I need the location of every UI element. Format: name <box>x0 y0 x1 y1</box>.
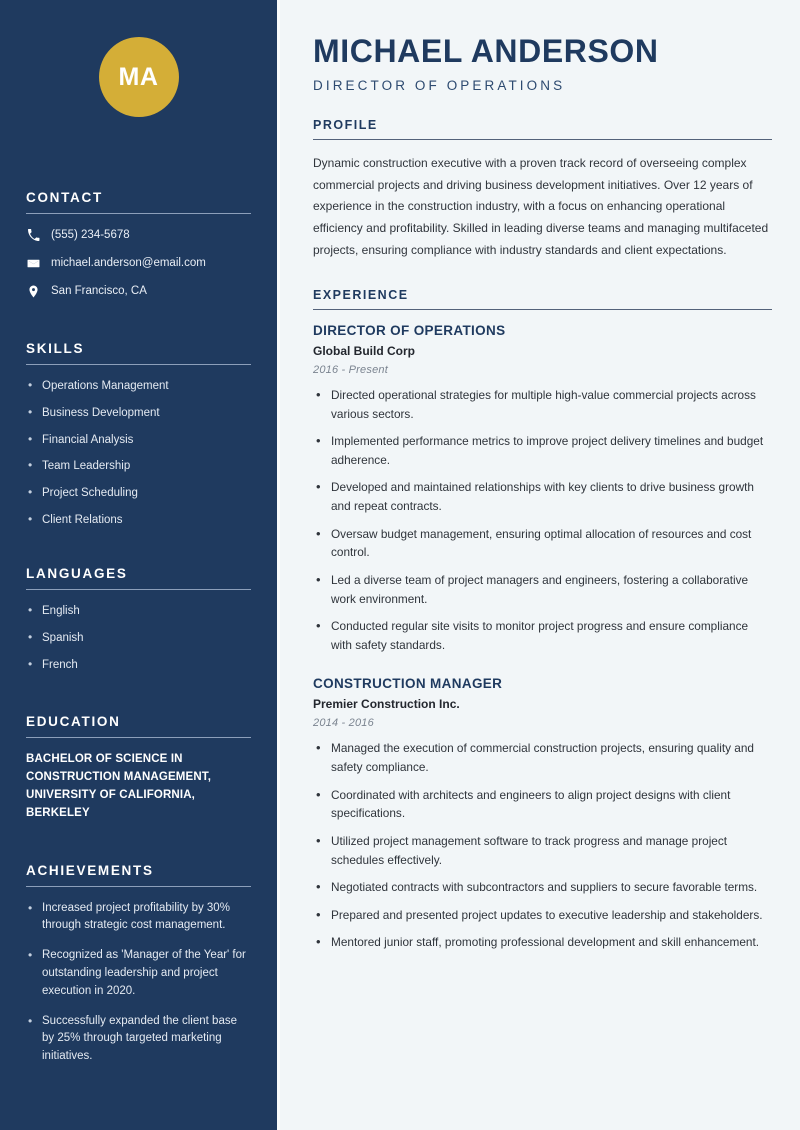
avatar-container <box>26 0 251 117</box>
job-dates: 2014 - 2016 <box>313 717 374 730</box>
experience-entry <box>313 676 772 952</box>
profile-divider <box>313 139 772 140</box>
profile-section <box>313 118 772 262</box>
education-section <box>26 714 251 822</box>
list-item: • Implemented performance metrics to improve project delivery timelines and budget adherence. <box>313 432 772 469</box>
professional-title: DIRECTOR OF OPERATIONS <box>313 77 566 93</box>
list-item: • Recognized as 'Manager of the Year' for outstanding leadership and project execution in 2020. <box>26 947 251 1000</box>
phone-icon <box>26 229 40 242</box>
avatar-initials: MA <box>99 37 179 117</box>
experience-heading: EXPERIENCE <box>313 287 409 302</box>
list-item: • Utilized project management software to track progress and manage project schedules effectively. <box>313 832 772 869</box>
job-bullet-list <box>313 386 772 655</box>
job-bullet-list <box>313 739 772 952</box>
job-company: Premier Construction Inc. <box>313 697 460 712</box>
list-item: • Managed the execution of commercial construction projects, ensuring quality and safety compliance. <box>313 739 772 776</box>
contact-section <box>26 190 251 299</box>
list-item: • Oversaw budget management, ensuring optimal allocation of resources and cost control. <box>313 525 772 562</box>
list-item: • Led a diverse team of project managers and engineers, fostering a collaborative work environment. <box>313 571 772 608</box>
list-item: • English <box>26 603 251 620</box>
experience-entry <box>313 323 772 655</box>
list-item: • Coordinated with architects and engineers to align project designs with client specifications. <box>313 786 772 823</box>
experience-divider <box>313 309 772 310</box>
skills-list <box>26 378 251 528</box>
skills-heading: SKILLS <box>26 341 85 357</box>
list-item: • Prepared and presented project updates to executive leadership and stakeholders. <box>313 906 772 925</box>
contact-email-row[interactable] <box>26 255 251 271</box>
list-item: • Operations Management <box>26 378 251 395</box>
education-degree: BACHELOR OF SCIENCE IN CONSTRUCTION MANAGEMENT, UNIVERSITY OF CALIFORNIA, BERKELEY <box>26 753 212 819</box>
list-item: • Spanish <box>26 630 251 647</box>
contact-divider <box>26 213 251 214</box>
list-item: • Developed and maintained relationships with key clients to drive business growth and repeat contracts. <box>313 478 772 515</box>
education-divider <box>26 737 251 738</box>
experience-section <box>313 288 772 952</box>
list-item: • Increased project profitability by 30% through strategic cost management. <box>26 900 251 936</box>
achievements-list <box>26 900 251 1067</box>
job-title: CONSTRUCTION MANAGER <box>313 676 503 692</box>
job-title: DIRECTOR OF OPERATIONS <box>313 322 506 338</box>
list-item: • Financial Analysis <box>26 432 251 449</box>
list-item: • Project Scheduling <box>26 485 251 502</box>
page-title: MICHAEL ANDERSON <box>313 33 659 69</box>
contact-phone-value: (555) 234-5678 <box>51 229 130 241</box>
skills-section <box>26 341 251 528</box>
achievements-section <box>26 863 251 1067</box>
contact-heading: CONTACT <box>26 190 103 205</box>
sidebar <box>0 0 277 1130</box>
profile-text: Dynamic construction executive with a proven track record of overseeing complex commercial projects and driving business development initiatives. Over 12 years of experience in the construction industry, with a focus on enhancing operational efficiency and profitability. Skilled in leading diverse teams and managing multifaceted projects, ensuring compliance with industry standards and client expectations. <box>313 155 769 258</box>
job-company: Global Build Corp <box>313 343 415 358</box>
languages-heading: LANGUAGES <box>26 566 128 582</box>
list-item: • Negotiated contracts with subcontractors and suppliers to secure favorable terms. <box>313 878 772 897</box>
list-item: • Conducted regular site visits to monitor project progress and ensure compliance with safety standards. <box>313 617 772 654</box>
list-item: • French <box>26 657 251 674</box>
contact-phone-row[interactable] <box>26 227 251 243</box>
list-item: • Team Leadership <box>26 458 251 475</box>
list-item: • Mentored junior staff, promoting professional development and skill enhancement. <box>313 933 772 952</box>
list-item: • Directed operational strategies for multiple high-value commercial projects across various sectors. <box>313 386 772 423</box>
contact-email-value: michael.anderson@email.com <box>51 257 206 270</box>
list-item: • Business Development <box>26 405 251 422</box>
achievements-divider <box>26 886 251 887</box>
languages-list <box>26 603 251 673</box>
achievements-heading: ACHIEVEMENTS <box>26 862 154 878</box>
location-pin-icon <box>26 285 40 298</box>
education-heading: EDUCATION <box>26 714 121 730</box>
skills-divider <box>26 364 251 365</box>
main-content <box>277 0 800 1130</box>
job-dates: 2016 - Present <box>313 363 388 376</box>
languages-section <box>26 566 251 673</box>
contact-location-row[interactable] <box>26 283 251 299</box>
list-item: • Client Relations <box>26 512 251 529</box>
contact-location-value: San Francisco, CA <box>51 285 147 298</box>
envelope-icon <box>26 257 40 270</box>
list-item: • Successfully expanded the client base by 25% through targeted marketing initiatives. <box>26 1013 251 1066</box>
languages-divider <box>26 589 251 590</box>
profile-heading: PROFILE <box>313 117 378 132</box>
